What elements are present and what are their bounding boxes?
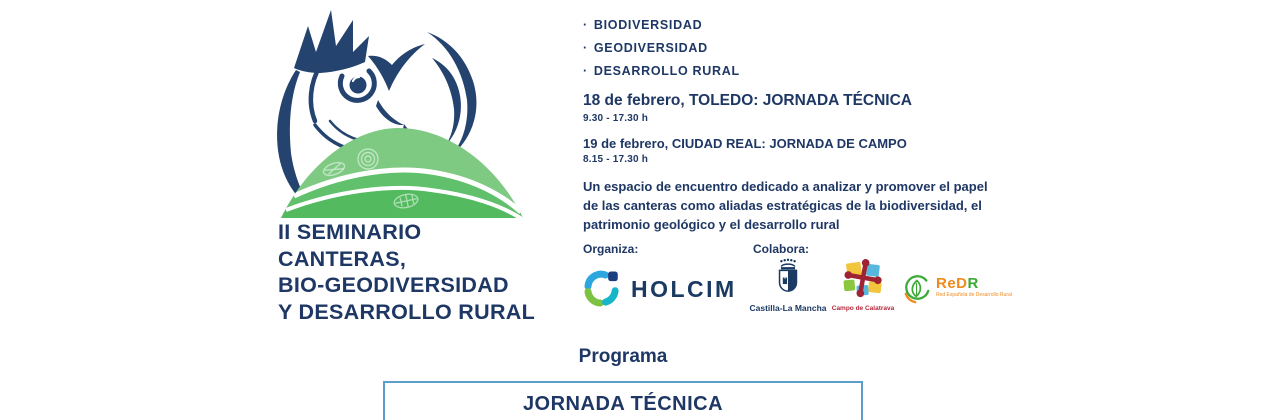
campo-de-calatrava-logo [828, 259, 898, 312]
topic-label: GEODIVERSIDAD [593, 41, 708, 55]
event-2-heading: 19 de febrero, CIUDAD REAL: JORNADA DE CAMPO [583, 136, 907, 151]
castilla-la-mancha-logo [747, 258, 829, 313]
event-description [583, 177, 988, 234]
description-line-3: patrimonio geológico y el desarrollo rural [583, 217, 840, 232]
redr-leaf-icon [902, 274, 932, 304]
title-line-1: II SEMINARIO [278, 220, 422, 244]
owl-crest [294, 10, 369, 73]
program-heading: Programa [578, 346, 668, 367]
topics-list [583, 18, 740, 87]
holcim-logo [581, 268, 737, 310]
organiza-label: Organiza: [583, 242, 639, 256]
topic-label: BIODIVERSIDAD [593, 18, 703, 32]
bullet-dot: · [583, 18, 588, 32]
bullet-dot: · [583, 64, 588, 78]
description-line-2: de las canteras como aliadas estratégicas de la biodiversidad, el [583, 198, 982, 213]
owl-pupil [350, 77, 367, 94]
calatrava-wordmark: Campo de Calatrava [831, 305, 895, 312]
holcim-icon [581, 268, 623, 310]
bullet-dot: · [583, 41, 588, 55]
seminar-title [278, 219, 535, 325]
topic-label: DESARROLLO RURAL [593, 64, 740, 78]
owl-facial-arc [311, 66, 320, 121]
redr-logo [902, 274, 1012, 304]
topic-item-desarrollo-rural [583, 64, 740, 87]
redr-text-column [936, 274, 1012, 298]
owl-beak [376, 100, 404, 125]
redr-wordmark [936, 276, 1012, 291]
clm-wordmark: Castilla-La Mancha [749, 303, 827, 313]
event-1-heading: 18 de febrero, TOLEDO: JORNADA TÉCNICA [583, 92, 912, 109]
jornada-tecnica-box [383, 381, 863, 420]
event-2-time: 8.15 - 17.30 h [583, 154, 649, 165]
topic-item-geodiversidad [583, 41, 740, 64]
calatrava-icon [839, 259, 887, 299]
title-line-2: CANTERAS, [278, 246, 407, 271]
title-line-3: BIO-GEODIVERSIDAD [278, 273, 509, 297]
redr-wordmark-green: R [967, 275, 979, 292]
clm-emblem-icon [772, 258, 804, 296]
redr-tagline: Red Española de Desarrollo Rural [936, 292, 1012, 298]
owl-wing-inner [432, 58, 461, 145]
owl-hill-logo [256, 4, 526, 220]
description-line-1: Un espacio de encuentro dedicado a analizar y promover el papel [583, 179, 988, 194]
topic-item-biodiversidad [583, 18, 740, 41]
redr-wordmark-orange: ReD [936, 275, 968, 292]
holcim-wordmark: HOLCIM [631, 275, 737, 302]
owl-cheek-line-2 [330, 121, 359, 140]
jornada-tecnica-title: JORNADA TÉCNICA [522, 393, 724, 415]
colabora-label: Colabora: [753, 242, 810, 256]
event-1-time: 9.30 - 17.30 h [583, 113, 649, 124]
title-line-4: Y DESARROLLO RURAL [278, 299, 536, 324]
